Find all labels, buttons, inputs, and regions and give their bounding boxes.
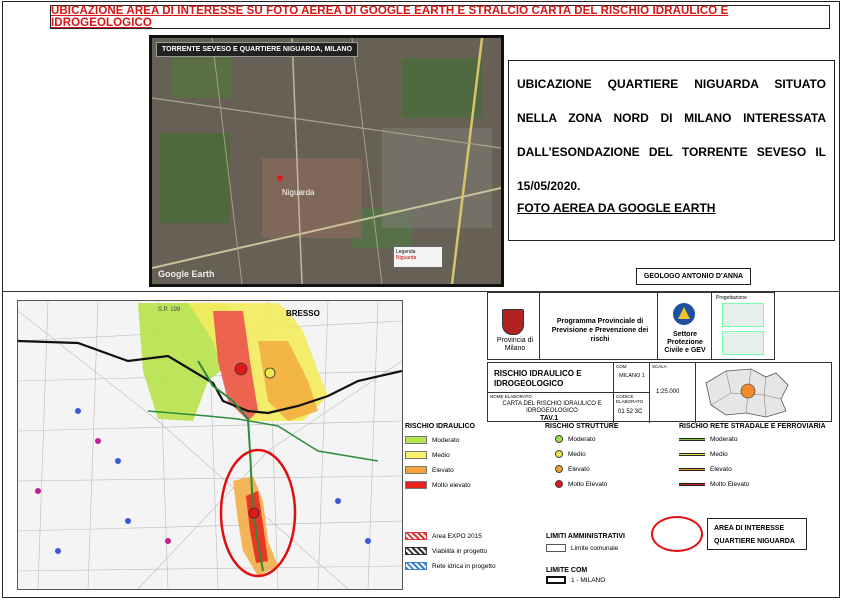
legend-hatched-item: Rete idrica in progetto: [405, 562, 496, 570]
swatch: [405, 451, 427, 459]
art-logo-icon: [722, 303, 764, 327]
map-title-block: [487, 362, 832, 422]
limit-com-swatch: [546, 576, 566, 584]
sector-name: Settore Protezione Civile e GEV: [664, 331, 706, 354]
limit-swatch: [546, 544, 566, 552]
province-name: Provincia di Milano: [496, 337, 534, 352]
limiti-item: Limite comunale: [546, 544, 618, 552]
legend-hatched-item: Area EXPO 2015: [405, 532, 482, 540]
codice-value: 01 52 3C: [618, 409, 643, 415]
project-label: Progettazione: [716, 295, 747, 301]
legend-area: [403, 422, 835, 592]
hatch-swatch: [405, 532, 427, 540]
dot: [555, 480, 563, 488]
codice-label: CODICE ELABORATO: [616, 394, 644, 404]
legend-idraulico-item: Molto elevato: [405, 481, 471, 489]
legend-strutture-item: Molto Elevato: [555, 480, 607, 488]
dot: [555, 450, 563, 458]
protezione-civile-icon: [673, 303, 695, 325]
line-swatch: [679, 468, 705, 471]
province-cell: [488, 293, 540, 359]
limite-com-title: LIMITE COM: [546, 567, 588, 574]
elaborato-name: CARTA DEL RISCHIO IDRAULICO E IDROGEOLOGICO: [502, 401, 602, 414]
sector-cell: [658, 293, 712, 359]
legend-hatched-item: Viabilità in progetto: [405, 547, 487, 555]
page-title: UBICAZIONE AREA DI INTERESSE SU FOTO AEREA DI GOOGLE EARTH E STRALCIO CARTA DEL RISCHIO IDRAULICO E IDROGEOLOGICO: [51, 5, 729, 29]
program-cell: [540, 293, 658, 359]
legend-idraulico-item: Moderato: [405, 436, 459, 444]
dot: [555, 465, 563, 473]
legend-strutture-item: Moderato: [555, 435, 595, 443]
area-interest-circle-icon: [651, 516, 703, 552]
program-name: Programma Provinciale di Previsione e Prevenzione dei rischi: [551, 318, 649, 343]
hatch-swatch: [405, 547, 427, 555]
description-source: FOTO AEREA DA GOOGLE EARTH: [517, 201, 716, 215]
legend-rete-item: Moderato: [679, 436, 737, 443]
legend-idraulico-title: RISCHIO IDRAULICO: [405, 423, 475, 430]
map-label-bresso: BRESSO: [286, 309, 320, 318]
aerial-legend-title: Legenda: [396, 249, 416, 255]
swatch: [405, 481, 427, 489]
google-earth-brand: Google Earth: [158, 269, 215, 279]
scala-value: 1:25.000: [656, 389, 680, 395]
aerial-photo: [149, 35, 504, 287]
province-crest-icon: [502, 309, 524, 335]
aerial-legend-item: Niguarda: [396, 255, 417, 261]
description-text: UBICAZIONE QUARTIERE NIGUARDA SITUATO NELLA ZONA NORD DI MILANO INTERESSATA DALL’ESONDAZIONE DEL TORRENTE SEVESO IL 15/05/2020.: [517, 77, 826, 193]
risk-title: RISCHIO IDRAULICO E IDROGEOLOGICO: [494, 369, 582, 388]
legend-strutture-title: RISCHIO STRUTTURE: [545, 423, 619, 430]
line-swatch: [679, 483, 705, 486]
hatch-swatch: [405, 562, 427, 570]
area-interest-label: AREA DI INTERESSE: [714, 525, 785, 532]
author-box: GEOLOGO ANTONIO D’ANNA: [636, 268, 751, 285]
title-box: [50, 5, 830, 29]
line-swatch: [679, 438, 705, 441]
project-cell: [712, 293, 776, 359]
taiga-logo-icon: [722, 331, 764, 355]
map-label-road: S.P. 199: [158, 307, 181, 313]
legend-strutture-item: Elevato: [555, 465, 590, 473]
area-interest-box: [707, 518, 807, 550]
legend-rete-item: Molto Elevato: [679, 481, 749, 488]
legend-strutture-item: Medio: [555, 450, 586, 458]
elaborato-label: NOME ELABORATO: [490, 394, 532, 399]
com-label: COM: [616, 364, 627, 369]
description-box: [508, 60, 835, 241]
swatch: [405, 436, 427, 444]
legend-idraulico-item: Medio: [405, 451, 450, 459]
scala-label: SCALA: [652, 364, 667, 369]
line-swatch: [679, 453, 705, 456]
place-label-niguarda: Niguarda: [282, 188, 315, 197]
risk-map: [17, 300, 403, 590]
limite-com-item: 1 - MILANO: [546, 576, 605, 584]
map-header-block: [487, 292, 775, 360]
area-interest-sublabel: QUARTIERE NIGUARDA: [714, 538, 795, 545]
legend-rete-title: RISCHIO RETE STRADALE E FERROVIARIA: [679, 423, 826, 430]
dot: [555, 435, 563, 443]
locator-map: [696, 363, 831, 421]
limiti-title: LIMITI AMMINISTRATIVI: [546, 533, 625, 540]
swatch: [405, 466, 427, 474]
legend-rete-item: Elevato: [679, 466, 732, 473]
com-value: MILANO 1: [619, 373, 645, 379]
tav-label: TAV.1: [540, 415, 559, 422]
legend-idraulico-item: Elevato: [405, 466, 454, 474]
aerial-photo-label: TORRENTE SEVESO E QUARTIERE NIGUARDA, MILANO: [156, 42, 358, 57]
legend-rete-item: Medio: [679, 451, 728, 458]
aerial-legend: [393, 246, 443, 268]
